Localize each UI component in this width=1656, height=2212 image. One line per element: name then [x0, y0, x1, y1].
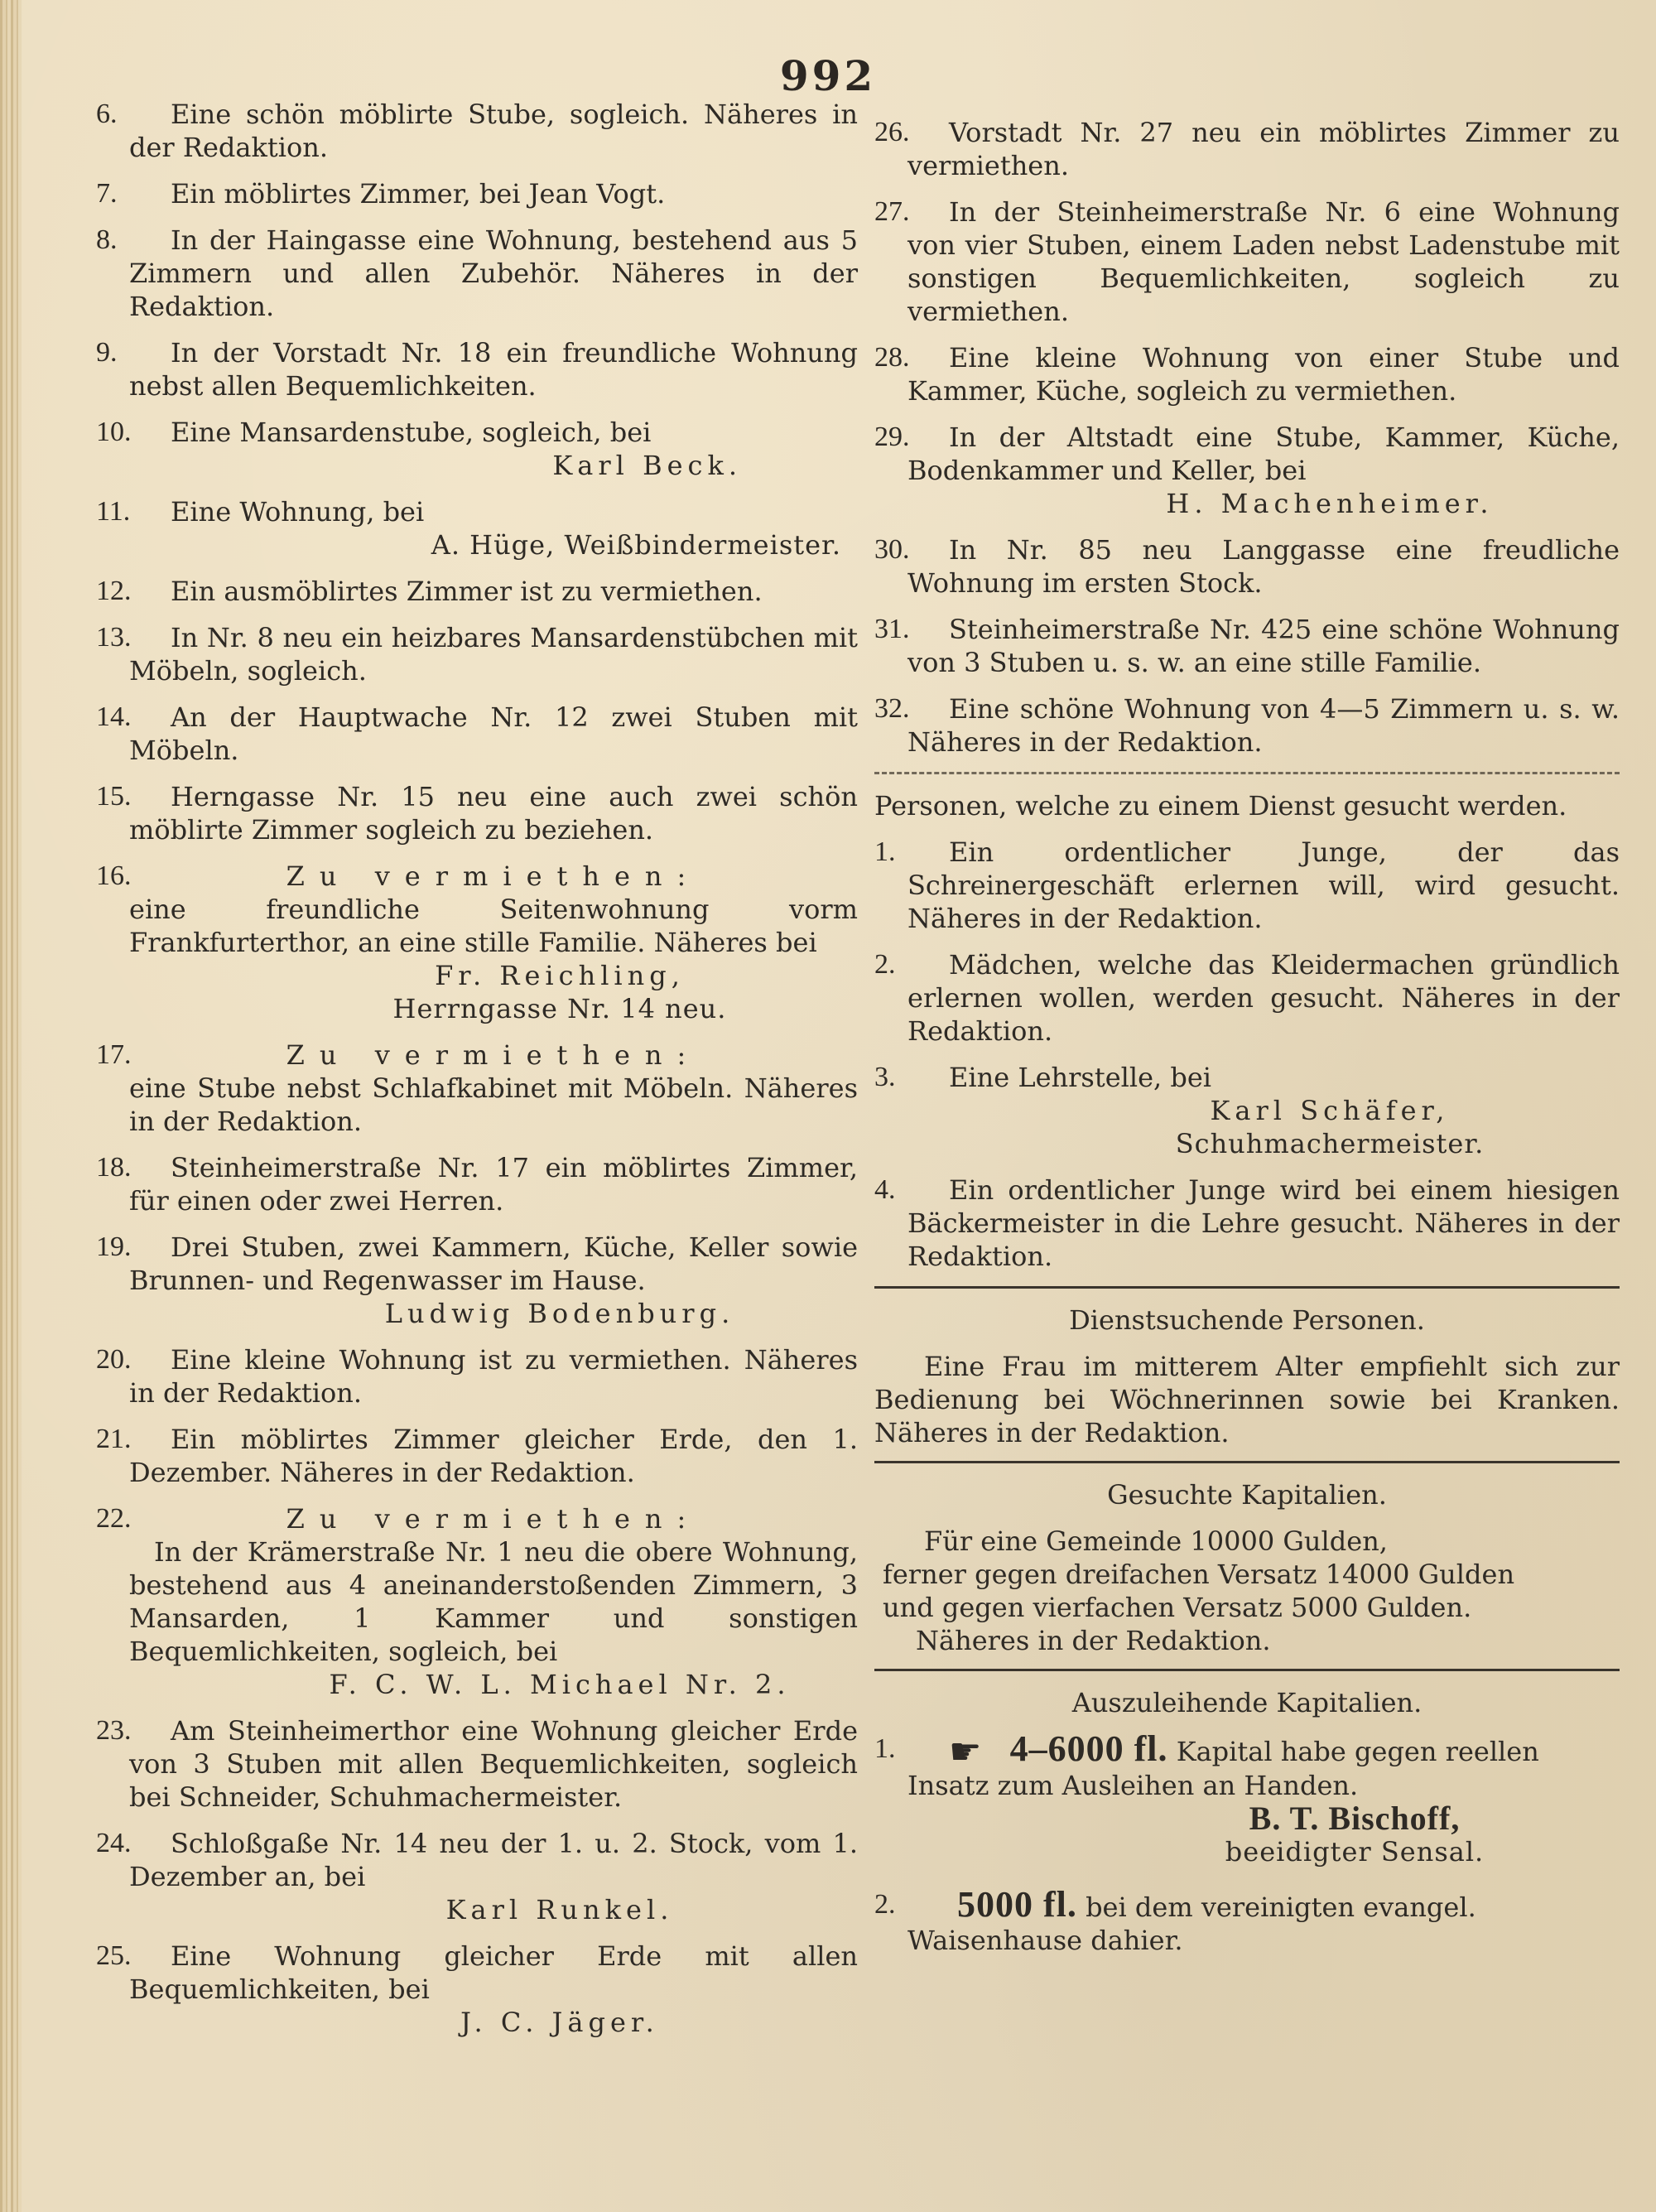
notice-line: ferner gegen dreifachen Versatz 14000 Gulden	[883, 1559, 1515, 1590]
job-seeker-notice: Eine Frau im mitterem Alter empfiehlt sich zur Bedienung bei Wöchnerinnen sowie bei Kranken. Näheres in der Redaktion.	[874, 1351, 1620, 1448]
wanted-item	[874, 1061, 1620, 1160]
listing-item	[96, 177, 858, 210]
listing-item	[874, 341, 1620, 407]
offer-text: bei dem vereinigten evangel. Waisenhause dahier.	[907, 1892, 1476, 1956]
item-number: 17.	[96, 1039, 132, 1070]
item-text: Herngasse Nr. 15 neu eine auch zwei schön möblirte Zimmer sogleich zu beziehen.	[129, 781, 858, 846]
item-text: Mädchen, welche das Kleidermachen gründlich erlernen wollen, werden gesucht. Näheres in der Redaktion.	[907, 949, 1620, 1047]
item-text: eine Stube nebst Schlafkabinet mit Möbeln. Näheres in der Redaktion.	[129, 1072, 858, 1137]
listing-item	[96, 1151, 858, 1217]
item-text: Ein ordentlicher Junge, der das Schreinergeschäft erlernen will, wird gesucht. Näheres in der Redaktion.	[907, 836, 1620, 934]
item-number: 31.	[874, 614, 910, 644]
notice-line: und gegen vierfachen Versatz 5000 Gulden.	[883, 1592, 1472, 1623]
listing-item	[96, 621, 858, 687]
section-title-capital-wanted: Gesuchte Kapitalien.	[1107, 1479, 1387, 1511]
item-text: Schloßgaße Nr. 14 neu der 1. u. 2. Stock, vom 1. Dezember an, bei	[129, 1828, 858, 1892]
listing-item	[96, 860, 858, 1025]
item-text: Ein ausmöblirtes Zimmer ist zu vermiethen.	[171, 576, 763, 607]
item-text: In der Krämerstraße Nr. 1 neu die obere Wohnung, bestehend aus 4 aneinanderstoßenden Zimmern, 3 Mansarden, 1 Kammer und sonstigen Bequemlichkeiten, sogleich, bei	[129, 1536, 858, 1667]
item-text: Am Steinheimerthor eine Wohnung gleicher Erde von 3 Stuben mit allen Bequemlichkeiten, sogleich bei Schneider, Schuhmachermeister.	[129, 1715, 858, 1813]
page-binding-edge	[0, 0, 22, 2212]
left-column	[96, 98, 858, 2052]
offer-text: Kapital habe gegen reellen Insatz zum Ausleihen an Handen.	[907, 1736, 1539, 1801]
notice-line: Näheres in der Redaktion.	[916, 1625, 1271, 1656]
item-heading: Zu vermiethen:	[286, 1039, 701, 1071]
item-text: Ein möblirtes Zimmer, bei Jean Vogt.	[171, 178, 666, 210]
item-text: Ein möblirtes Zimmer gleicher Erde, den 1. Dezember. Näheres in der Redaktion.	[129, 1424, 858, 1488]
item-text: Vorstadt Nr. 27 neu ein möblirtes Zimmer zu vermiethen.	[907, 117, 1620, 181]
item-text: In der Haingasse eine Wohnung, bestehend aus 5 Zimmern und allen Zubehör. Näheres in der Redaktion.	[129, 224, 858, 322]
item-signature: Karl Runkel.	[445, 1894, 674, 1925]
wanted-item	[874, 1173, 1620, 1273]
item-number: 21.	[96, 1424, 132, 1454]
section-title-capital-offered: Auszuleihende Kapitalien.	[1071, 1687, 1423, 1718]
item-number: 11.	[96, 496, 131, 527]
item-text: In der Altstadt eine Stube, Kammer, Küche, Bodenkammer und Keller, bei	[907, 422, 1620, 486]
notice-line: Für eine Gemeinde 10000 Gulden,	[924, 1525, 1388, 1557]
listing-item	[96, 1039, 858, 1138]
item-signature: J. C. Jäger.	[460, 2007, 659, 2038]
item-number: 10.	[96, 417, 132, 447]
pointing-hand-icon: ☛	[949, 1731, 982, 1773]
item-text: Eine Wohnung gleicher Erde mit allen Bequemlichkeiten, bei	[129, 1940, 858, 2005]
wanted-item	[874, 836, 1620, 935]
item-text: In Nr. 85 neu Langgasse eine freudliche Wohnung im ersten Stock.	[907, 534, 1620, 599]
listing-item	[96, 336, 858, 402]
item-text: Drei Stuben, zwei Kammern, Küche, Keller sowie Brunnen- und Regenwasser im Hause.	[129, 1231, 858, 1296]
item-signature: Karl Schäfer,	[1210, 1095, 1450, 1126]
item-signature-address: Herrngasse Nr. 14 neu.	[392, 993, 727, 1024]
item-text: Steinheimerstraße Nr. 425 eine schöne Wohnung von 3 Stuben u. s. w. an eine stille Familie.	[907, 614, 1620, 678]
listing-item	[96, 701, 858, 767]
item-number: 14.	[96, 701, 132, 732]
item-heading: Zu vermiethen:	[286, 1503, 701, 1535]
offer-amount: 4–6000 fl.	[1009, 1728, 1168, 1769]
item-signature: F. C. W. L. Michael Nr. 2.	[329, 1669, 791, 1700]
capital-wanted-notice	[874, 1525, 1620, 1657]
item-text: Eine Mansardenstube, sogleich, bei	[171, 417, 652, 448]
section-divider	[874, 1669, 1620, 1671]
item-number: 28.	[874, 342, 910, 373]
section-divider	[874, 1461, 1620, 1463]
item-number: 1.	[874, 836, 896, 867]
listing-item	[874, 613, 1620, 679]
item-number: 27.	[874, 196, 910, 227]
listing-item	[96, 575, 858, 608]
listing-item	[96, 1231, 858, 1330]
item-number: 8.	[96, 224, 118, 255]
offer-signature-title: beeidigter Sensal.	[1225, 1836, 1485, 1867]
item-number: 30.	[874, 534, 910, 565]
item-number: 4.	[874, 1174, 896, 1205]
listing-item	[96, 495, 858, 561]
section-title-job-seekers: Dienstsuchende Personen.	[1069, 1304, 1425, 1336]
capital-offer-item	[874, 1728, 1620, 1868]
listing-item	[874, 195, 1620, 328]
item-number: 22.	[96, 1503, 132, 1534]
item-text: Steinheimerstraße Nr. 17 ein möblirtes Zimmer, für einen oder zwei Herren.	[129, 1152, 858, 1217]
item-signature: Fr. Reichling,	[435, 960, 685, 991]
right-column	[874, 116, 1620, 1970]
listing-item	[96, 224, 858, 323]
item-number: 15.	[96, 781, 132, 812]
item-text: Eine schön möblirte Stube, sogleich. Näheres in der Redaktion.	[129, 99, 858, 163]
listing-item	[96, 780, 858, 846]
item-signature-title: Schuhmachermeister.	[1175, 1128, 1485, 1159]
item-text: eine freundliche Seitenwohnung vorm Frankfurterthor, an eine stille Familie. Näheres bei	[129, 894, 858, 958]
item-signature: Karl Beck.	[552, 450, 742, 481]
item-number: 2.	[874, 1889, 896, 1920]
item-signature: A. Hüge, Weißbindermeister.	[431, 529, 841, 561]
item-text: In der Steinheimerstraße Nr. 6 eine Wohnung von vier Stuben, einem Laden nebst Ladenstube mit sonstigen Bequemlichkeiten, sogleich zu vermiethen.	[907, 196, 1620, 327]
item-number: 6.	[96, 99, 118, 129]
listing-item	[874, 533, 1620, 600]
item-number: 1.	[874, 1733, 896, 1764]
listing-item	[96, 98, 858, 164]
listing-item	[96, 1343, 858, 1410]
item-heading: Zu vermiethen:	[286, 860, 701, 892]
item-number: 3.	[874, 1062, 896, 1092]
item-text: Eine kleine Wohnung von einer Stube und Kammer, Küche, sogleich zu vermiethen.	[907, 342, 1620, 407]
item-number: 25.	[96, 1940, 132, 1971]
item-text: Eine Wohnung, bei	[171, 496, 425, 528]
section-divider	[874, 1286, 1620, 1289]
item-number: 23.	[96, 1715, 132, 1746]
item-number: 13.	[96, 622, 132, 653]
item-number: 16.	[96, 860, 132, 891]
listing-item	[874, 116, 1620, 182]
item-number: 24.	[96, 1828, 132, 1858]
item-text: In Nr. 8 neu ein heizbares Mansardenstübchen mit Möbeln, sogleich.	[129, 622, 858, 687]
item-signature: H. Machenheimer.	[1166, 488, 1494, 519]
item-signature: Ludwig Bodenburg.	[384, 1298, 735, 1329]
item-number: 2.	[874, 949, 896, 980]
section-title-wanted-persons: Personen, welche zu einem Dienst gesucht werden.	[874, 790, 1567, 822]
item-text: An der Hauptwache Nr. 12 zwei Stuben mit Möbeln.	[129, 701, 858, 766]
item-text: Eine schöne Wohnung von 4—5 Zimmern u. s. w. Näheres in der Redaktion.	[907, 693, 1620, 758]
listing-item	[96, 1502, 858, 1701]
item-number: 9.	[96, 337, 118, 368]
item-number: 12.	[96, 576, 132, 606]
item-number: 7.	[96, 178, 118, 209]
offer-signature: B. T. Bischoff,	[1249, 1800, 1461, 1837]
section-divider	[874, 772, 1620, 774]
item-text: Eine kleine Wohnung ist zu vermiethen. Näheres in der Redaktion.	[129, 1344, 858, 1409]
capital-offer-item	[874, 1884, 1620, 1957]
item-number: 18.	[96, 1152, 132, 1183]
item-number: 26.	[874, 117, 910, 147]
item-text: In der Vorstadt Nr. 18 ein freundliche Wohnung nebst allen Bequemlichkeiten.	[129, 337, 858, 402]
wanted-item	[874, 948, 1620, 1048]
item-number: 19.	[96, 1231, 132, 1262]
listing-item	[874, 421, 1620, 520]
item-number: 20.	[96, 1344, 132, 1375]
listing-item	[96, 1714, 858, 1814]
item-number: 29.	[874, 422, 910, 452]
listing-item	[874, 692, 1620, 759]
item-text: Eine Lehrstelle, bei	[949, 1062, 1212, 1093]
item-number: 32.	[874, 693, 910, 724]
page-number: 992	[779, 51, 877, 100]
offer-amount: 5000 fl.	[957, 1884, 1077, 1925]
item-text: Ein ordentlicher Junge wird bei einem hiesigen Bäckermeister in die Lehre gesucht. Näheres in der Redaktion.	[907, 1174, 1620, 1272]
listing-item	[96, 1827, 858, 1926]
listing-item	[96, 1940, 858, 2039]
listing-item	[96, 1423, 858, 1489]
listing-item	[96, 416, 858, 482]
